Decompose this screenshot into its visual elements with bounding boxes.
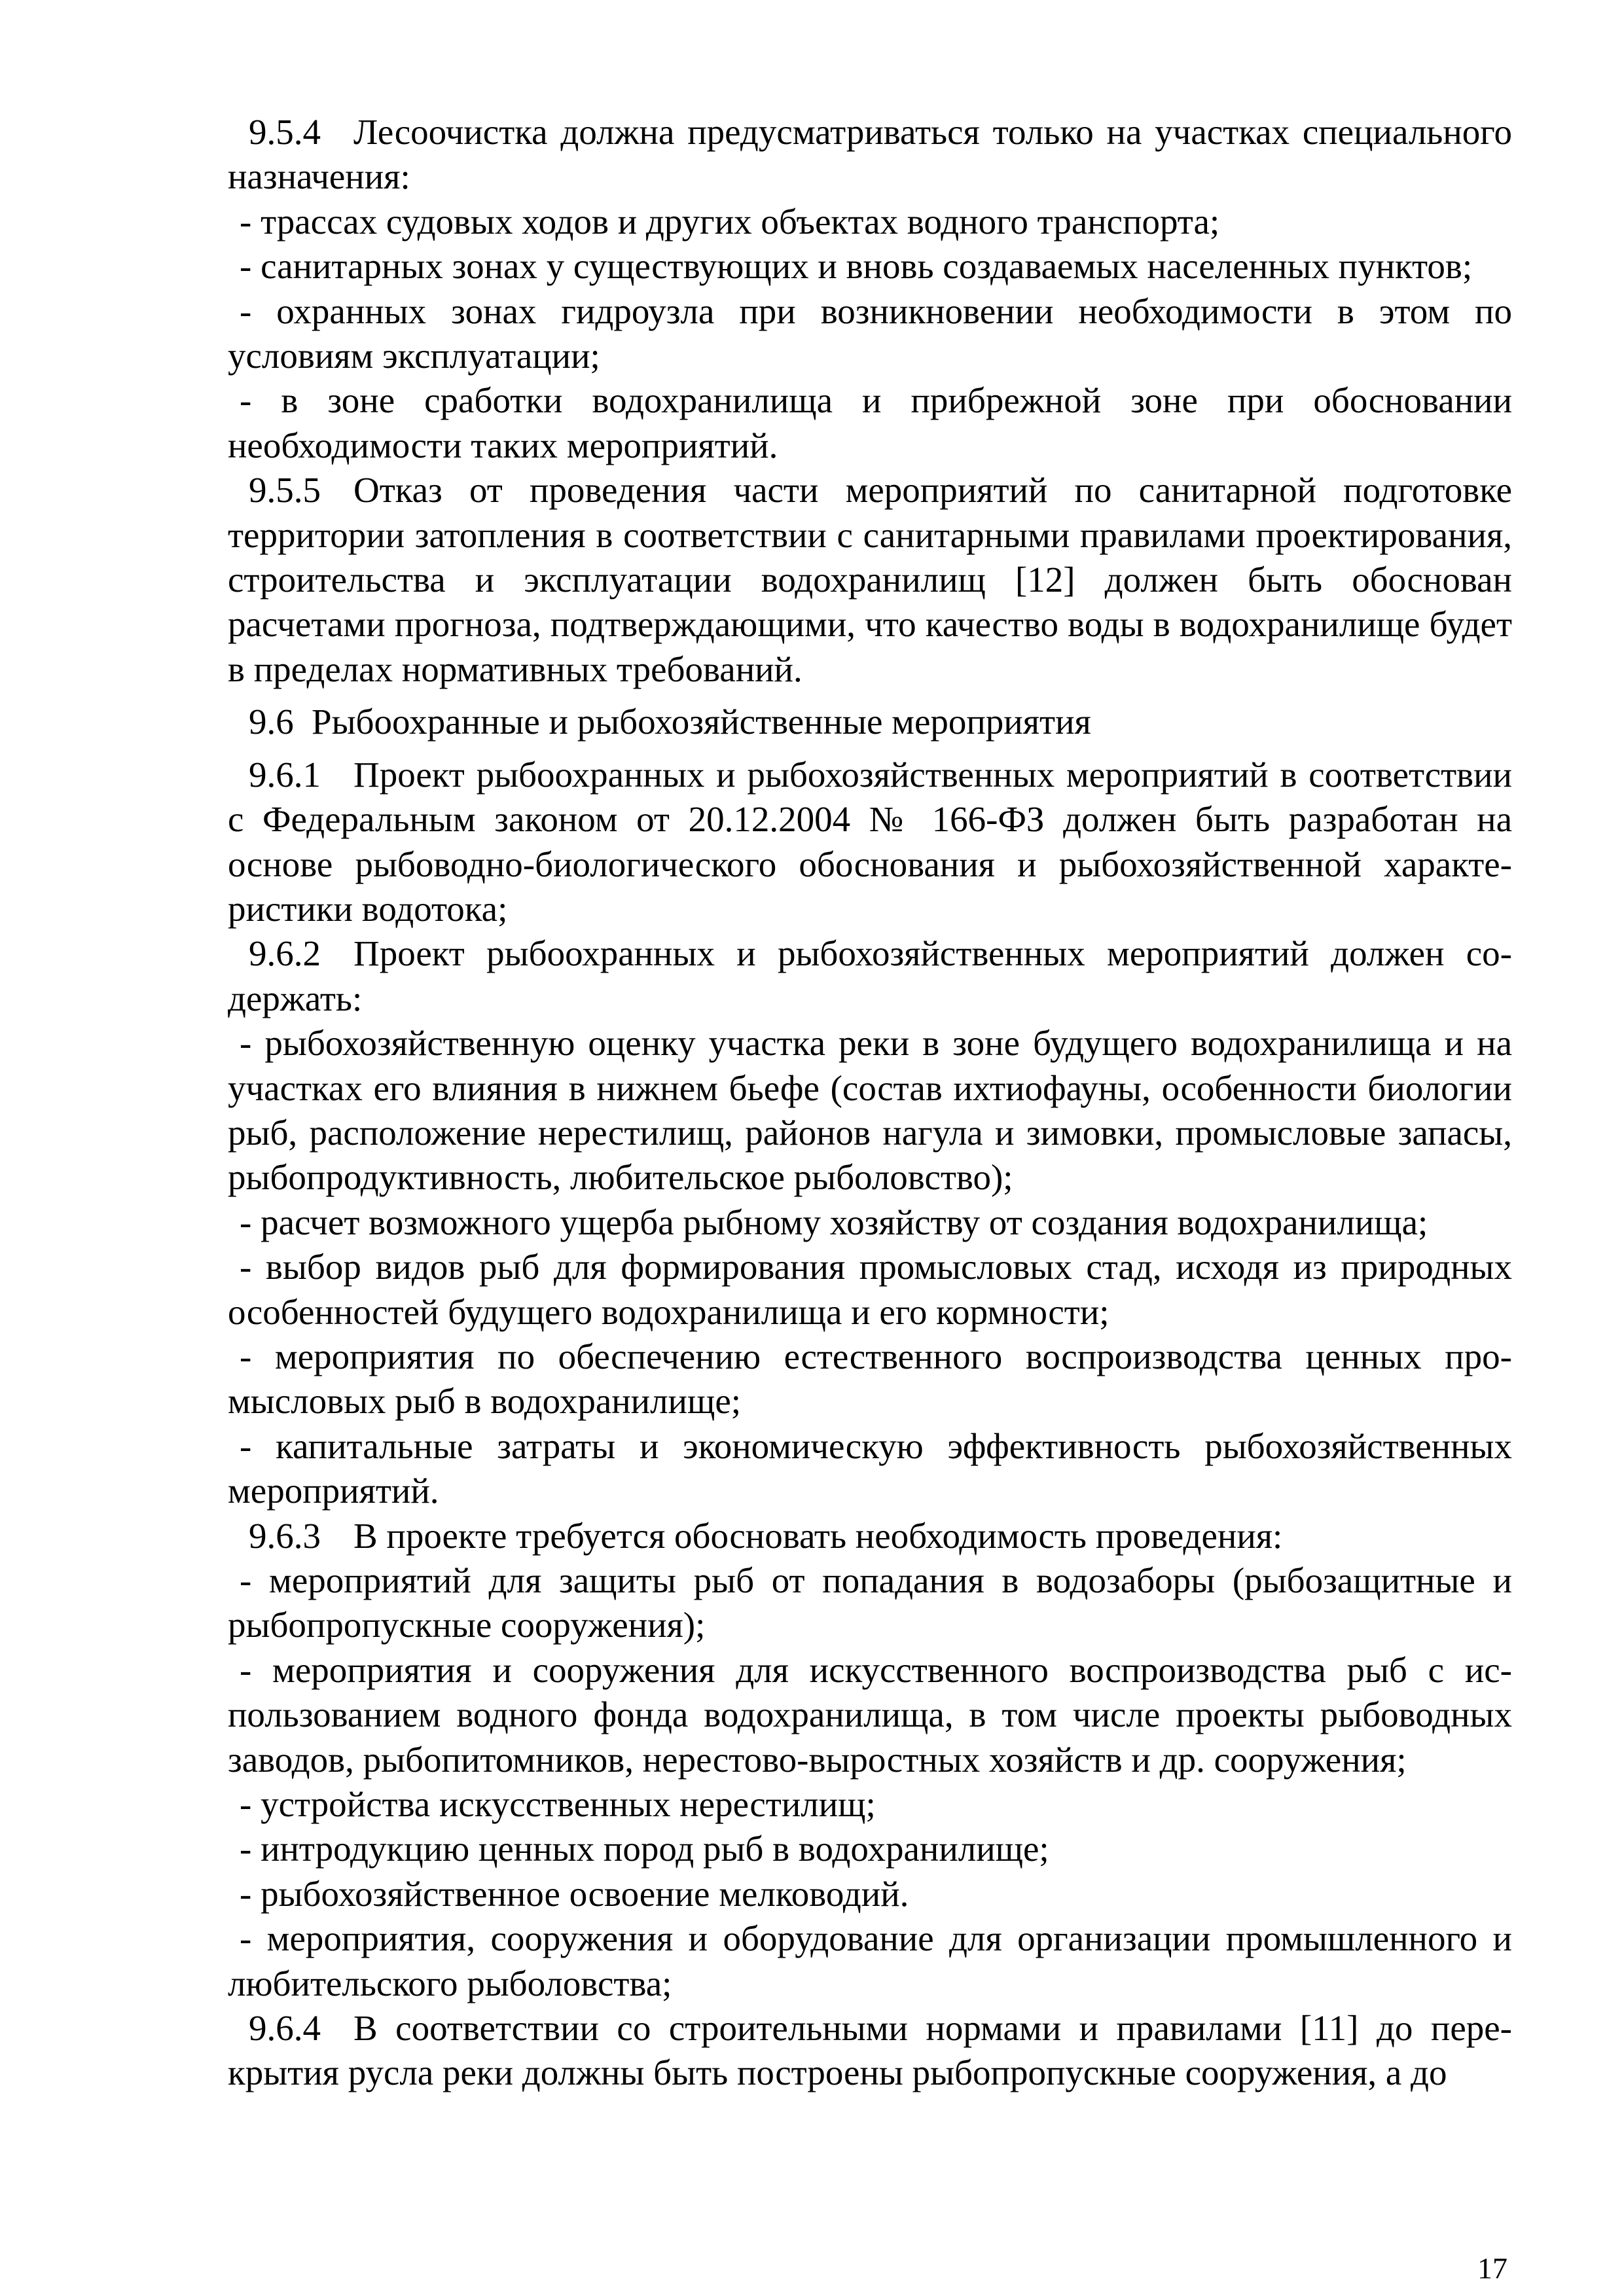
list-item: - санитарных зонах у существующих и вновь создаваемых населенных пунктов; [240,246,1473,287]
clause-number: 9.6.1 [249,754,321,795]
clause-9-6-1 [228,753,1512,932]
clause-text: В проекте требуется обосновать необходимость проведения: [353,1515,1283,1556]
list-item: - устройства искусственных нерестилищ; [240,1784,876,1825]
list-item: - охранных зонах гидроузла при возникновении необходимости в этом по условиям эксплуатации; [228,291,1512,376]
list-item: - капитальные затраты и экономическую эффективность рыбохозяйственных мероприятий. [228,1426,1512,1511]
page-number: 17 [1477,2251,1507,2285]
clause-9-6-4 [228,2006,1512,2096]
section-heading-9-6 [228,700,1512,744]
clause-text: Проект рыбоохранных и рыбохозяйственных мероприятий должен содержать: [228,933,1512,1018]
clause-text: Проект рыбоохранных и рыбохозяйственных мероприятий в соответствии с Федеральным законом от 20.12.2004 № 166-ФЗ должен быть разработан на основе рыбоводно-биологического обоснования и рыбохозяйственной характеристики водотока; [228,754,1512,929]
clause-number: 9.5.4 [249,112,321,152]
list-item: - трассах судовых ходов и других объектах водного транспорта; [240,201,1220,242]
list-item: - интродукцию ценных пород рыб в водохранилище; [240,1829,1049,1869]
clause-9-5-4 [228,110,1512,200]
clause-number: 9.6.2 [249,933,321,974]
list-item: - мероприятий для защиты рыб от попадания в водозаборы (рыбозащитные и рыбопропускные сооружения); [228,1560,1512,1645]
clause-9-6-2 [228,931,1512,1021]
clause-number: 9.6.4 [249,2008,321,2049]
list-item: - расчет возможного ущерба рыбному хозяйству от создания водохранилища; [240,1202,1428,1242]
list-item: - мероприятия, сооружения и оборудование для организации промышленного и любительского рыболовства; [228,1918,1512,2003]
clause-9-5-5 [228,468,1512,692]
clause-number: 9.6.3 [249,1515,321,1556]
list-item: - рыбохозяйственное освоение мелководий. [240,1873,909,1914]
document-body [228,110,1512,2096]
list-item: - рыбохозяйственную оценку участка реки в зоне будущего водохранилища и на участках его влияния в нижнем бьефе (состав ихтиофауны, особенности биологии рыб, расположение нерестилищ, районов нагула и зимовки, промысловые запасы, рыбопродуктивность, любительское рыболовство); [228,1023,1512,1198]
list-item: - в зоне сработки водохранилища и прибрежной зоне при обосновании необходимости таких мероприятий. [228,380,1512,465]
list-item: - мероприятия и сооружения для искусственного воспроизводства рыб с использованием водного фонда водохранилища, в том числе проекты рыбоводных заводов, рыбопитомников, нерестово-выростных хозяйств и др. сооружения; [228,1649,1512,1780]
list-item: - мероприятия по обеспечению естественного воспроизводства ценных промысловых рыб в водохранилище; [228,1336,1512,1422]
clause-text: Лесоочистка должна предусматриваться только на участках специального назначения: [228,112,1512,197]
clause-9-6-3 [228,1514,1512,1558]
section-title: Рыбоохранные и рыбохозяйственные мероприятия [312,702,1091,742]
clause-number: 9.5.5 [249,470,321,511]
clause-text: В соответствии со строительными нормами и правилами [11] до перекрытия русла реки должны быть построены рыбопропускные сооружения, а до [228,2008,1512,2093]
clause-text: Отказ от проведения части мероприятий по санитарной подготовке территории затопления в соответствии с санитарными правилами проектирования, строительства и эксплуатации водохранилищ [12] должен быть обоснован расчетами прогноза, подтверждающими, что качество воды в водохранилище будет в пределах нормативных требований. [228,470,1512,689]
list-item: - выбор видов рыб для формирования промысловых стад, исходя из природных особенностей будущего водохранилища и его кормности; [228,1247,1512,1332]
section-number: 9.6 [249,702,294,742]
